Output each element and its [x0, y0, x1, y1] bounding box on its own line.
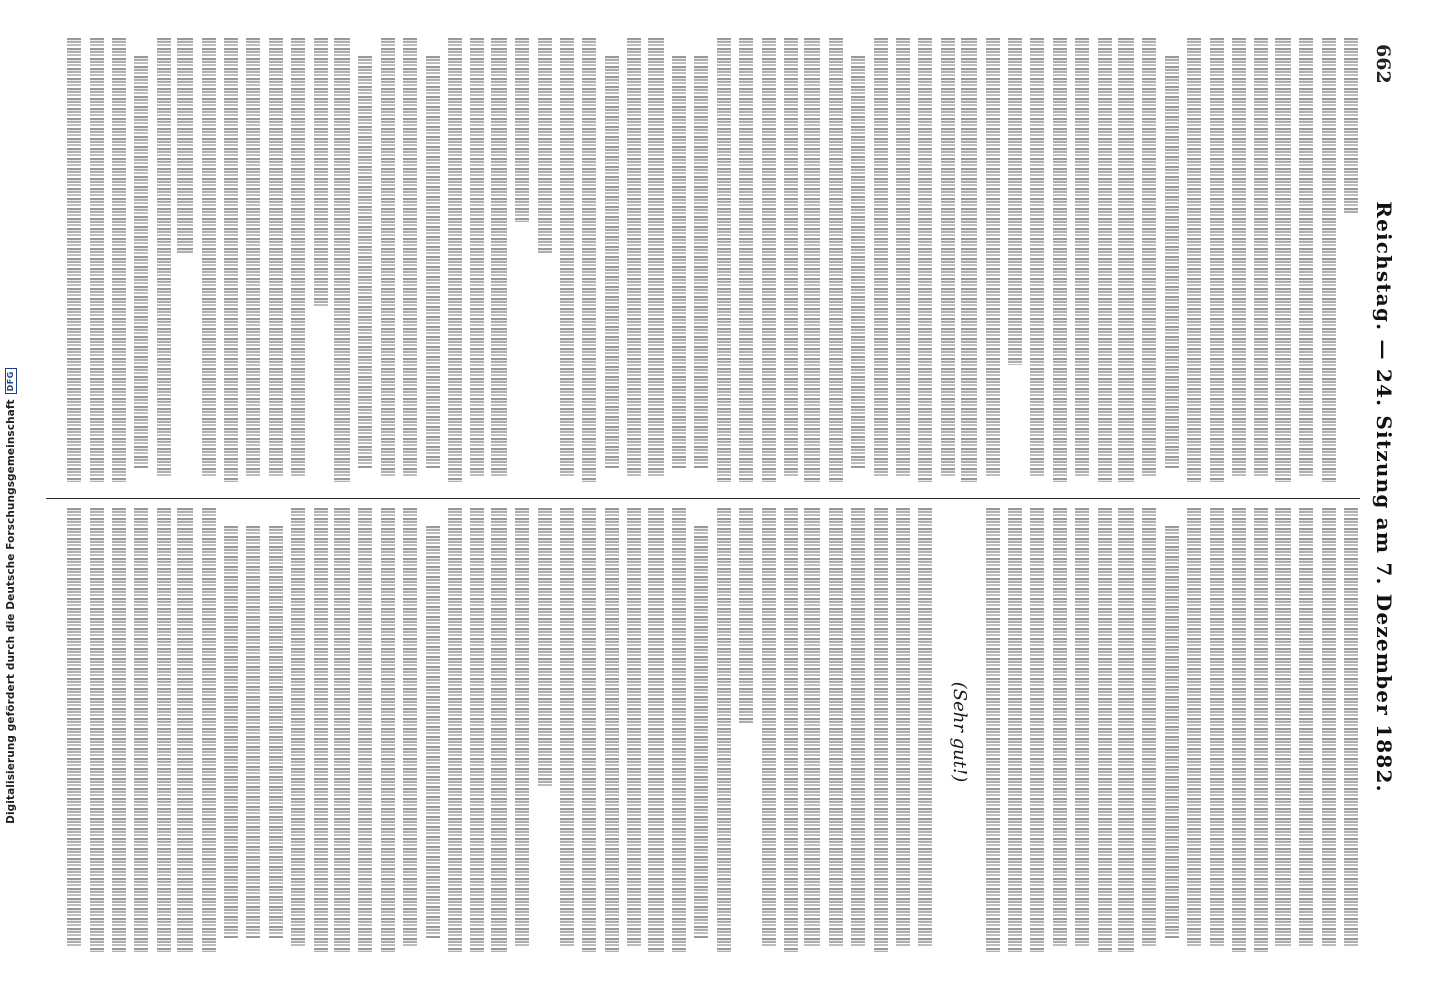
text-line: [1008, 38, 1022, 365]
text-line: [1098, 38, 1112, 482]
text-line: [560, 38, 574, 477]
text-line: [1322, 508, 1336, 947]
text-line: [90, 38, 104, 482]
text-line: [470, 38, 484, 477]
scanned-page: [26, 16, 1406, 984]
text-line: [134, 56, 148, 468]
text-line: [627, 508, 641, 947]
text-line: [1118, 38, 1134, 482]
text-line: [627, 38, 641, 477]
text-line: [334, 38, 350, 482]
text-line: [694, 526, 708, 938]
text-line: [491, 508, 507, 952]
text-line: [403, 508, 417, 947]
page-header: [1368, 44, 1396, 950]
text-line: [224, 526, 238, 938]
text-line: [224, 38, 238, 482]
text-line: [246, 526, 260, 938]
text-line: [1322, 38, 1336, 482]
text-line: [134, 508, 148, 952]
text-line: [851, 508, 865, 947]
text-line: [381, 38, 395, 477]
text-line: [202, 38, 216, 477]
text-line: [1075, 508, 1089, 947]
text-line: [1142, 508, 1156, 947]
text-line: [381, 508, 395, 952]
text-line: [829, 38, 843, 482]
text-line: [1030, 38, 1044, 477]
text-line: [1232, 38, 1246, 477]
text-line: [202, 508, 216, 952]
text-line: [896, 508, 910, 947]
text-line: [762, 38, 776, 482]
column-divider: [46, 498, 1360, 499]
running-head: Reichstag. — 24. Sitzung am 7. Dezember 1882.: [1372, 201, 1396, 793]
text-line: [67, 508, 81, 947]
text-line: [1299, 38, 1313, 477]
text-line: [1344, 38, 1358, 213]
text-line: [470, 508, 484, 952]
text-line: [804, 508, 820, 947]
text-line: [67, 38, 81, 482]
text-line: [739, 508, 753, 723]
digitization-credit-rotated: [3, 196, 19, 996]
text-line: [1053, 508, 1067, 947]
dfg-logo-icon: DFG: [5, 368, 17, 394]
text-line: [1053, 38, 1067, 482]
text-line: [90, 508, 104, 952]
text-line: [694, 56, 708, 468]
text-line: [1165, 526, 1179, 938]
digitization-credit-text: Digitalisierung gefördert durch die Deutsche Forschungsgemeinschaft: [5, 399, 17, 824]
text-line: [582, 508, 596, 952]
text-line: [784, 38, 798, 477]
text-line: [177, 38, 193, 253]
text-line: [784, 508, 798, 952]
text-line: [157, 38, 171, 477]
text-line: [672, 56, 686, 468]
text-line: [157, 508, 171, 952]
text-line: [896, 38, 910, 477]
text-line: [1008, 508, 1022, 952]
text-line: [515, 38, 529, 222]
text-line: [403, 38, 417, 477]
text-line: [1232, 508, 1246, 952]
text-column-left: [58, 38, 1358, 486]
text-line: [515, 508, 529, 947]
text-line: [269, 526, 283, 938]
text-line: [358, 508, 372, 952]
text-line: [448, 38, 462, 482]
text-line: [448, 508, 462, 952]
text-line: [538, 508, 552, 786]
text-line: [177, 508, 193, 952]
text-line: [291, 508, 305, 947]
text-line: [762, 508, 776, 947]
text-line: [804, 38, 820, 482]
text-line: [717, 508, 731, 952]
text-line: [918, 38, 932, 482]
text-line: [582, 38, 596, 482]
text-line: [874, 38, 888, 477]
text-line: [605, 508, 619, 952]
text-line: [112, 508, 126, 952]
text-line: [1098, 508, 1112, 952]
text-line: [605, 56, 619, 468]
text-line: [1275, 38, 1291, 482]
text-line: [851, 56, 865, 468]
text-line: [1187, 38, 1201, 482]
text-line: [941, 38, 955, 477]
text-line: [426, 526, 440, 938]
text-line: [269, 38, 283, 477]
text-line: [314, 38, 328, 307]
text-line: [918, 508, 932, 947]
text-line: [1344, 508, 1358, 947]
text-line: [291, 38, 305, 477]
text-line: [961, 38, 977, 482]
text-line: [246, 38, 260, 477]
text-line: [648, 38, 664, 477]
text-line: [314, 508, 328, 952]
digitization-credit: [0, 0, 22, 1000]
text-line: [1210, 508, 1224, 947]
text-line: [112, 38, 126, 482]
text-line: [1254, 508, 1268, 952]
text-line: [1275, 508, 1291, 947]
text-line: [717, 38, 731, 482]
text-line: [538, 38, 552, 253]
text-line: [334, 508, 350, 952]
text-line: [560, 508, 574, 947]
text-column-right: [58, 508, 1358, 956]
text-line: [1030, 508, 1044, 952]
text-line: [1165, 56, 1179, 468]
text-line: [491, 38, 507, 477]
text-line: [1118, 508, 1134, 952]
text-line: [986, 38, 1000, 477]
text-line: [1142, 38, 1156, 477]
text-line: [874, 508, 888, 952]
text-line: [1210, 38, 1224, 482]
text-line: [1254, 38, 1268, 477]
text-line: [1299, 508, 1313, 947]
text-line: [358, 56, 372, 468]
text-line: [1075, 38, 1089, 477]
interjection-remark: (Sehr gut!): [949, 681, 970, 783]
text-line: [829, 508, 843, 947]
text-line: [426, 56, 440, 468]
text-line: [648, 508, 664, 952]
text-line: [1187, 508, 1201, 947]
text-line: [986, 508, 1000, 952]
page-number: 662: [1372, 44, 1394, 84]
text-line: [672, 508, 686, 952]
text-line: [739, 38, 753, 482]
